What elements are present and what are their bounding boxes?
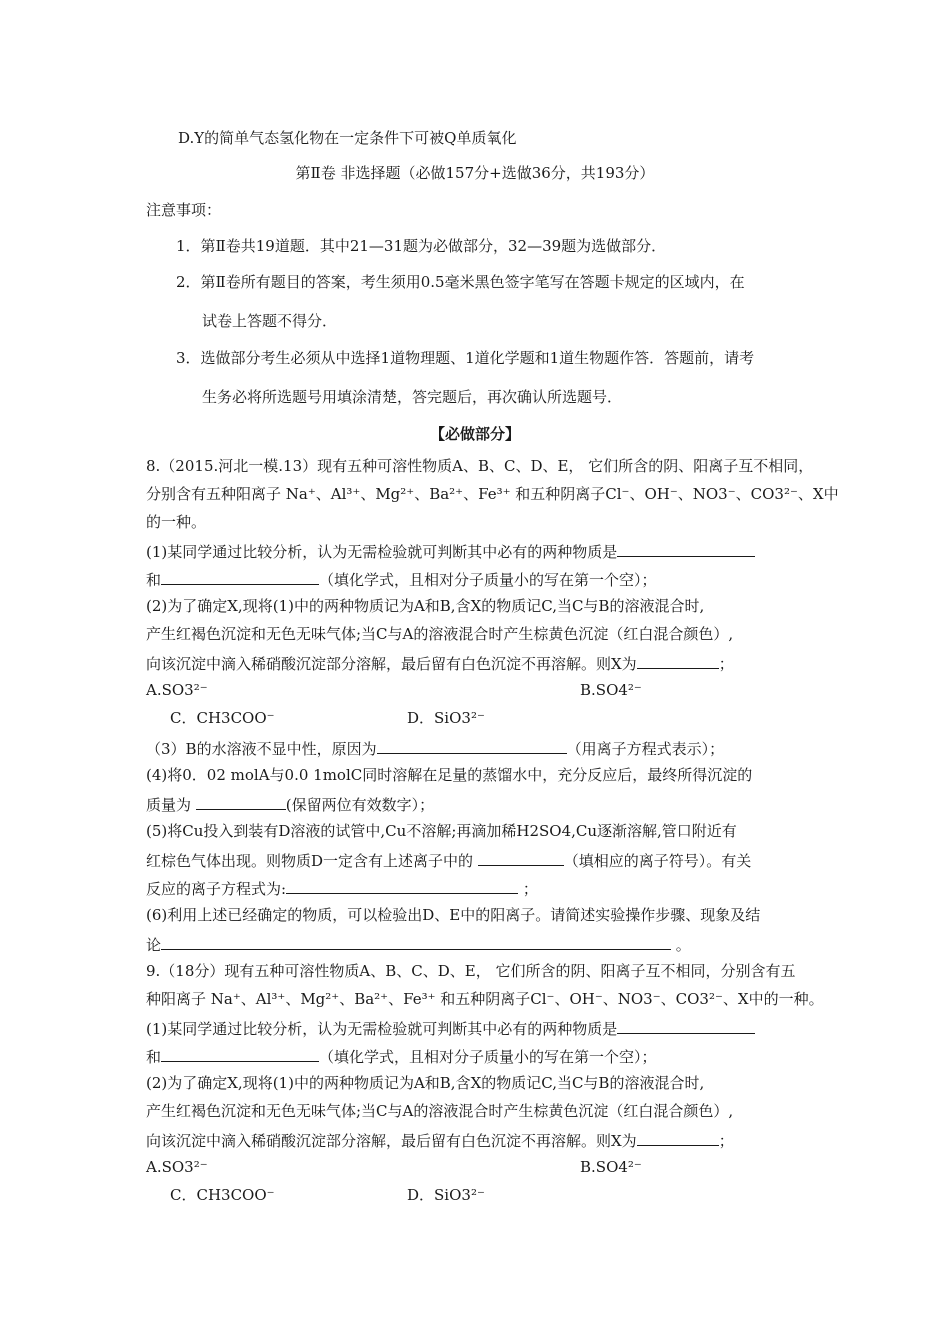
q8-answer-blank-7[interactable]	[161, 933, 671, 950]
q8-part1-line-2	[146, 568, 657, 590]
q8-part5-hint: （填相应的离子符号）。有关	[563, 852, 752, 870]
q9-part1-and: 和	[146, 1048, 162, 1066]
q8-answer-blank-6[interactable]	[286, 877, 518, 894]
q9-part2-line-3	[146, 1129, 734, 1151]
required-section-title: 【必做部分】	[429, 425, 520, 443]
q8-part1-line-1	[146, 540, 755, 562]
q8-part4-line-1: (4)将0．02 molA与0.0 1molC同时溶解在足量的蒸馏水中，充分反应后，最终所得沉淀的	[146, 766, 753, 784]
q8-part4-line-2	[146, 793, 434, 815]
q9-option-c: C．CH3COO⁻	[170, 1186, 275, 1204]
q8-part4-hint: (保留两位有效数字）；	[285, 796, 435, 814]
q9-part1-hint: （填化学式，且相对分子质量小的写在第一个空）；	[319, 1048, 657, 1066]
q8-part2-line-1: (2)为了确定X,现将(1)中的两种物质记为A和B,含X的物质记C,当C与B的溶液混合时,	[146, 597, 705, 615]
q8-part6-end: 。	[671, 936, 691, 954]
q9-intro-line-1: 9.（18分）现有五种可溶性物质A、B、C、D、E， 它们所含的阴、阳离子互不相同，分别含有五	[146, 962, 796, 980]
q9-part2-line-1: (2)为了确定X,现将(1)中的两种物质记为A和B,含X的物质记C,当C与B的溶液混合时,	[146, 1074, 705, 1092]
q8-part2-text: 向该沉淀中滴入稀硝酸沉淀部分溶解，最后留有白色沉淀不再溶解。则X为	[146, 655, 637, 673]
q8-part2-line-3	[146, 652, 734, 674]
q9-answer-blank-2[interactable]	[161, 1045, 319, 1062]
q8-part5-line-3	[146, 877, 538, 899]
q8-option-b: B.SO4²⁻	[580, 681, 642, 699]
q8-part1-text: (1)某同学通过比较分析，认为无需检验就可判断其中必有的两种物质是	[146, 543, 618, 561]
q9-part1-line-1	[146, 1017, 755, 1039]
option-d-text: D.Y的简单气态氢化物在一定条件下可被Q单质氧化	[178, 129, 517, 147]
q8-part5-end: ；	[518, 880, 538, 898]
q8-part3-hint: （用离子方程式表示）；	[566, 740, 725, 758]
notes-title: 注意事项：	[146, 201, 222, 219]
q8-part3-text: （3）B的水溶液不显中性，原因为	[146, 740, 377, 758]
q8-option-d: D．SiO3²⁻	[407, 709, 485, 727]
q9-option-a: A.SO3²⁻	[146, 1158, 208, 1176]
q8-answer-blank-x[interactable]	[637, 652, 719, 669]
q8-answer-blank-4[interactable]	[196, 793, 286, 810]
q8-answer-blank-2[interactable]	[161, 568, 319, 585]
q9-part1-line-2	[146, 1045, 657, 1067]
q9-part2-text: 向该沉淀中滴入稀硝酸沉淀部分溶解，最后留有白色沉淀不再溶解。则X为	[146, 1132, 637, 1150]
q8-part6-line-1: (6)利用上述已经确定的物质，可以检验出D、E中的阳离子。请简述实验操作步骤、现象及结	[146, 906, 761, 924]
q9-part1-text: (1)某同学通过比较分析，认为无需检验就可判断其中必有的两种物质是	[146, 1020, 618, 1038]
q8-part5-text: 红棕色气体出现。则物质D一定含有上述离子中的	[146, 852, 478, 870]
q8-intro-line-3: 的一种。	[146, 513, 207, 531]
note-2-line-1: 2．第Ⅱ卷所有题目的答案，考生须用0.5毫米黑色签字笔写在答题卡规定的区域内，在	[176, 273, 745, 291]
note-3-line-1: 3．选做部分考生必须从中选择1道物理题、1道化学题和1道生物题作答．答题前，请考	[176, 349, 755, 367]
note-3-line-2: 生务必将所选题号用填涂清楚，答完题后，再次确认所选题号．	[202, 388, 623, 406]
q9-part2-end: ；	[718, 1132, 734, 1150]
q8-part5-line-1: (5)将Cu投入到装有D溶液的试管中,Cu不溶解;再滴加稀H2SO4,Cu逐渐溶解,管口附近有	[146, 822, 737, 840]
q8-part5-line-2	[146, 849, 751, 871]
note-2-line-2: 试卷上答题不得分．	[202, 312, 338, 330]
q8-answer-blank-3[interactable]	[377, 737, 567, 754]
q8-part1-and: 和	[146, 571, 162, 589]
q8-intro-line-1: 8.（2015.河北一模.13）现有五种可溶性物质A、B、C、D、E， 它们所含的阴、阳离子互不相同，	[146, 457, 814, 475]
q9-part2-line-2: 产生红褐色沉淀和无色无味气体;当C与A的溶液混合时产生棕黄色沉淀（红白混合颜色）,	[146, 1102, 734, 1120]
q8-part6-line-2	[146, 933, 691, 955]
q9-answer-blank-1[interactable]	[617, 1017, 755, 1034]
q8-part4-text: 质量为	[146, 796, 196, 814]
q8-option-c: C．CH3COO⁻	[170, 709, 275, 727]
q8-part2-line-2: 产生红褐色沉淀和无色无味气体;当C与A的溶液混合时产生棕黄色沉淀（红白混合颜色）,	[146, 625, 734, 643]
q8-answer-blank-5[interactable]	[478, 849, 564, 866]
q9-intro-line-2: 种阳离子 Na⁺、Al³⁺、Mg²⁺、Ba²⁺、Fe³⁺ 和五种阴离子Cl⁻、OH⁻、NO3⁻、CO3²⁻、X中的一种。	[146, 990, 824, 1008]
note-1: 1．第Ⅱ卷共19道题．其中21—31题为必做部分，32—39题为选做部分．	[176, 237, 667, 255]
q9-option-b: B.SO4²⁻	[580, 1158, 642, 1176]
q8-part2-end: ；	[718, 655, 734, 673]
section-title: 第Ⅱ卷 非选择题（必做157分+选做36分，共193分）	[295, 164, 655, 182]
q9-answer-blank-x[interactable]	[637, 1129, 719, 1146]
q8-option-a: A.SO3²⁻	[146, 681, 208, 699]
q9-option-d: D．SiO3²⁻	[407, 1186, 485, 1204]
q8-part6-text: 论	[146, 936, 162, 954]
q8-part1-hint: （填化学式，且相对分子质量小的写在第一个空）；	[319, 571, 657, 589]
q8-part3-line	[146, 737, 724, 759]
q8-answer-blank-1[interactable]	[617, 540, 755, 557]
q8-part5-eq-label: 反应的离子方程式为:	[146, 880, 287, 898]
q8-intro-line-2: 分别含有五种阳离子 Na⁺、Al³⁺、Mg²⁺、Ba²⁺、Fe³⁺ 和五种阴离子Cl⁻、OH⁻、NO3⁻、CO3²⁻、X中	[146, 485, 839, 503]
